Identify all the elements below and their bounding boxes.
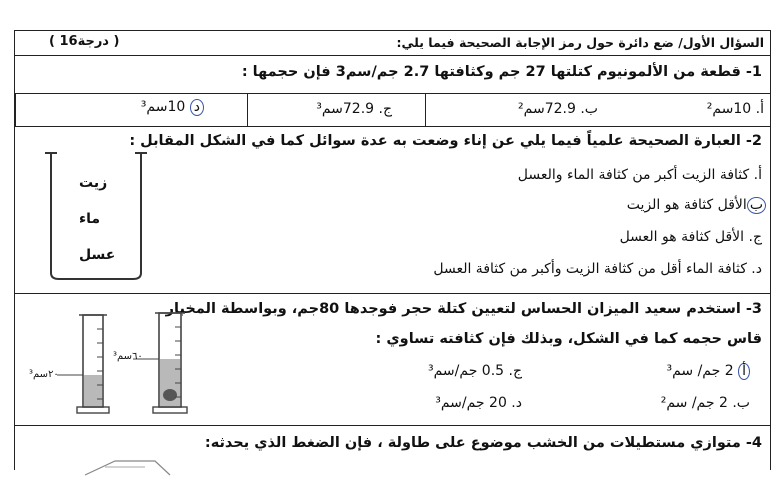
q3-band (15, 293, 770, 426)
answer-circle: د (190, 99, 204, 116)
q1-option-b[interactable]: ب. 72.9سم² (518, 101, 598, 117)
q2-option-b[interactable]: بالأقل كثافة هو الزيت (627, 197, 766, 214)
question-header (15, 31, 770, 56)
q1-options-row (15, 93, 770, 127)
q1-option-c-cell[interactable] (247, 94, 426, 126)
q4-band (15, 425, 770, 471)
wood-block-figure (75, 457, 175, 477)
q3-text-line2: قاس حجمه كما في الشكل، وبذلك فإن كثافته تساوي : (375, 331, 762, 347)
water-label: ماء (79, 211, 101, 227)
q1-option-a[interactable]: أ. 10سم² (706, 101, 764, 117)
q2-band (15, 125, 770, 294)
q1-option-d[interactable]: د 10سم³ (141, 99, 204, 116)
q1-option-d-cell[interactable] (15, 94, 248, 126)
q3-text-line1: 3- استخدم سعيد الميزان الحساس لتعيين كتلة حجر فوجدها 80جم، وبواسطة المخبار (165, 301, 762, 317)
q1-option-c[interactable]: ج. 72.9سم³ (316, 101, 392, 117)
question-title: السؤال الأول/ ضع دائرة حول رمز الإجابة الصحيحة فيما يلي: (396, 35, 764, 50)
left-cylinder-reading: ٢٠سم³ (29, 369, 59, 380)
oil-label: زيت (79, 175, 108, 191)
exam-sheet (14, 30, 771, 470)
grade-label: ( 16درجة ) (49, 34, 120, 49)
q2-option-a[interactable]: أ. كثافة الزيت أكبر من كثافة الماء والعسل (517, 167, 762, 183)
q3-option-d[interactable]: د. 20 جم/سم³ (435, 395, 522, 411)
q1-band (15, 55, 770, 94)
q1-option-b-cell[interactable] (425, 94, 606, 126)
q3-option-a[interactable]: أ 2 جم/ سم³ (666, 363, 750, 380)
honey-label: عسل (79, 247, 116, 263)
q4-text: 4- متوازي مستطيلات من الخشب موضوع على طاولة ، فإن الضغط الذي يحدثه: (204, 435, 762, 451)
q1-text: 1- قطعة من الألمونيوم كتلتها 27 جم وكثافتها 2.7 جم/سم3 فإن حجمها : (241, 64, 762, 80)
q3-option-b[interactable]: ب. 2 جم/ سم² (660, 395, 750, 411)
q1-option-a-cell[interactable] (606, 94, 770, 126)
q2-option-d[interactable]: د. كثافة الماء أقل من كثافة الزيت وأكبر من كثافة العسل (433, 261, 762, 277)
q2-option-c[interactable]: ج. الأقل كثافة هو العسل (619, 229, 762, 245)
q3-option-c[interactable]: ج. 0.5 جم/سم³ (427, 363, 522, 379)
right-cylinder-reading: ٦٠سم³ (113, 351, 143, 362)
q2-text: 2- العبارة الصحيحة علمياً فيما يلي عن إناء وضعت به عدة سوائل كما في الشكل المقابل : (129, 133, 762, 149)
